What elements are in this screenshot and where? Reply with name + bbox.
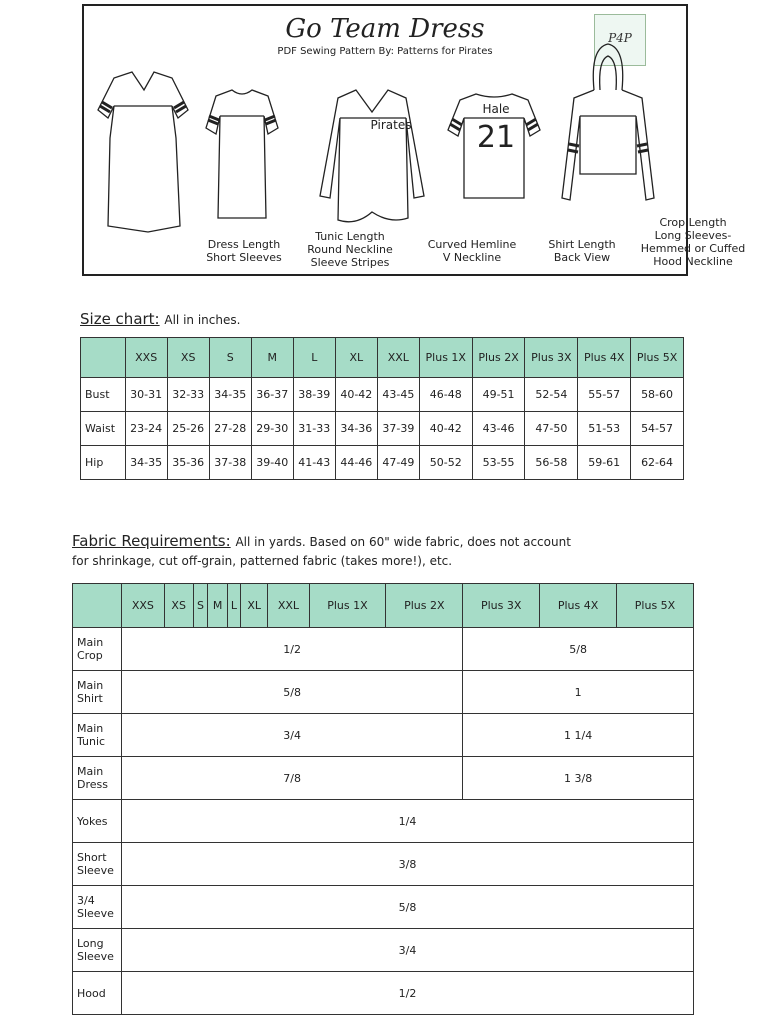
column-header: M <box>208 584 227 628</box>
table-cell: 38-39 <box>293 378 335 412</box>
row-label: Long Sleeve <box>73 929 122 972</box>
row-label: Hood <box>73 972 122 1015</box>
table-row <box>73 972 694 1015</box>
table-cell: 34-35 <box>209 378 251 412</box>
size-chart-table <box>80 337 684 480</box>
table-cell: 36-37 <box>251 378 293 412</box>
table-cell: 5/8 <box>122 671 463 714</box>
table-cell: 51-53 <box>578 412 631 446</box>
table-cell: 37-39 <box>377 412 419 446</box>
table-cell: 56-58 <box>525 446 578 480</box>
table-row <box>73 929 694 972</box>
table-cell: 3/8 <box>122 843 694 886</box>
tunic-illustration <box>206 90 278 218</box>
table-cell: 55-57 <box>578 378 631 412</box>
column-header: S <box>193 584 208 628</box>
table-cell: 50-52 <box>419 446 472 480</box>
table-cell: 43-45 <box>377 378 419 412</box>
row-label: Short Sleeve <box>73 843 122 886</box>
table-cell: 29-30 <box>251 412 293 446</box>
table-cell: 3/4 <box>122 714 463 757</box>
caption-tunic: Tunic Length Round Neckline Sleeve Stripes <box>307 230 393 269</box>
table-cell: 1/2 <box>122 972 694 1015</box>
column-header: Plus 2X <box>386 584 463 628</box>
column-header: XL <box>241 584 268 628</box>
table-cell: 34-35 <box>125 446 167 480</box>
column-header: Plus 4X <box>578 338 631 378</box>
pattern-header <box>82 4 746 276</box>
curved-hem-illustration <box>320 90 424 222</box>
table-cell: 40-42 <box>335 378 377 412</box>
print-number: 21 <box>476 120 516 155</box>
column-header: L <box>227 584 240 628</box>
table-row <box>73 800 694 843</box>
table-cell: 1/4 <box>122 800 694 843</box>
table-cell: 30-31 <box>125 378 167 412</box>
table-row <box>73 886 694 929</box>
row-label: Main Dress <box>73 757 122 800</box>
column-header: Plus 5X <box>617 584 694 628</box>
print-name: Hale <box>482 102 510 116</box>
caption-curved-hem: Curved Hemline V Neckline <box>427 238 517 264</box>
table-cell: 58-60 <box>631 378 684 412</box>
table-cell: 43-46 <box>472 412 525 446</box>
column-header: M <box>251 338 293 378</box>
table-cell: 52-54 <box>525 378 578 412</box>
table-cell: 1 1/4 <box>463 714 694 757</box>
table-row <box>73 843 694 886</box>
header-blank <box>73 584 122 628</box>
column-header: S <box>209 338 251 378</box>
column-header: Plus 5X <box>631 338 684 378</box>
pattern-title: Go Team Dress <box>285 14 485 44</box>
row-label: Waist <box>81 412 126 446</box>
table-cell: 27-28 <box>209 412 251 446</box>
logo-text: P4P <box>608 31 632 45</box>
column-header: Plus 1X <box>419 338 472 378</box>
column-header: Plus 3X <box>463 584 540 628</box>
row-label: 3/4 Sleeve <box>73 886 122 929</box>
table-row <box>81 446 684 480</box>
table-cell: 34-36 <box>335 412 377 446</box>
table-row <box>81 378 684 412</box>
table-cell: 49-51 <box>472 378 525 412</box>
table-cell: 47-50 <box>525 412 578 446</box>
column-header: Plus 1X <box>309 584 386 628</box>
row-label: Main Shirt <box>73 671 122 714</box>
table-row <box>73 757 694 800</box>
dress-illustration <box>98 72 188 232</box>
column-header: XL <box>335 338 377 378</box>
table-cell: 23-24 <box>125 412 167 446</box>
table-cell: 37-38 <box>209 446 251 480</box>
table-cell: 39-40 <box>251 446 293 480</box>
caption-dress: Dress Length Short Sleeves <box>206 238 282 264</box>
table-cell: 25-26 <box>167 412 209 446</box>
table-row <box>73 628 694 671</box>
hoodie-illustration <box>562 44 654 200</box>
table-cell: 35-36 <box>167 446 209 480</box>
column-header: XXS <box>122 584 165 628</box>
table-cell: 44-46 <box>335 446 377 480</box>
column-header: L <box>293 338 335 378</box>
table-cell: 7/8 <box>122 757 463 800</box>
row-label: Hip <box>81 446 126 480</box>
table-cell: 31-33 <box>293 412 335 446</box>
table-row <box>73 714 694 757</box>
table-cell: 53-55 <box>472 446 525 480</box>
column-header: XS <box>167 338 209 378</box>
column-header: Plus 2X <box>472 338 525 378</box>
column-header: XXS <box>125 338 167 378</box>
caption-back-view: Shirt Length Back View <box>548 238 616 264</box>
fabric-heading: Fabric Requirements: All in yards. Based on 60" wide fabric, does not account for shrinkage, cut off-grain, patterned fabric (takes more!), etc. <box>72 532 571 568</box>
table-cell: 59-61 <box>578 446 631 480</box>
caption-hoodie: Crop Length Long Sleeves- Hemmed or Cuffed Hood Neckline <box>640 216 746 268</box>
table-cell: 1 <box>463 671 694 714</box>
table-cell: 5/8 <box>122 886 694 929</box>
row-label: Yokes <box>73 800 122 843</box>
size-chart-heading: Size chart: All in inches. <box>80 310 241 328</box>
column-header: XS <box>164 584 193 628</box>
table-cell: 40-42 <box>419 412 472 446</box>
header-blank <box>81 338 126 378</box>
table-row <box>73 671 694 714</box>
column-header: Plus 3X <box>525 338 578 378</box>
table-cell: 47-49 <box>377 446 419 480</box>
row-label: Main Tunic <box>73 714 122 757</box>
pattern-subtitle: PDF Sewing Pattern By: Patterns for Pirates <box>277 46 493 57</box>
column-header: XXL <box>268 584 309 628</box>
print-pirates: Pirates <box>370 118 412 132</box>
table-row <box>81 412 684 446</box>
column-header: Plus 4X <box>540 584 617 628</box>
table-cell: 1/2 <box>122 628 463 671</box>
table-cell: 46-48 <box>419 378 472 412</box>
table-cell: 54-57 <box>631 412 684 446</box>
table-cell: 3/4 <box>122 929 694 972</box>
table-cell: 5/8 <box>463 628 694 671</box>
table-cell: 41-43 <box>293 446 335 480</box>
table-cell: 1 3/8 <box>463 757 694 800</box>
table-cell: 32-33 <box>167 378 209 412</box>
row-label: Main Crop <box>73 628 122 671</box>
table-cell: 62-64 <box>631 446 684 480</box>
fabric-table <box>72 583 694 1015</box>
column-header: XXL <box>377 338 419 378</box>
row-label: Bust <box>81 378 126 412</box>
